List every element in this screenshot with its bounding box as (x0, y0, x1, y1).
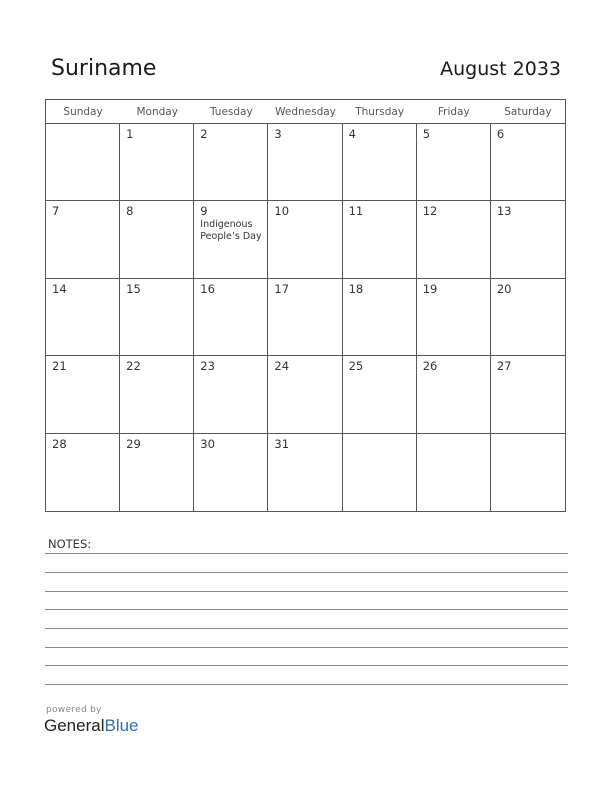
notes-label: NOTES: (48, 537, 92, 551)
day-cell[interactable] (491, 124, 565, 201)
weekday-saturday: Saturday (504, 106, 552, 118)
note-line[interactable] (45, 665, 568, 666)
note-line[interactable] (45, 553, 568, 554)
day-cell[interactable] (46, 279, 120, 356)
month-year-title: August 2033 (440, 58, 561, 80)
day-cell[interactable] (268, 201, 342, 278)
day-number: 28 (52, 436, 67, 451)
day-cell[interactable] (120, 434, 194, 511)
day-cell[interactable] (194, 279, 268, 356)
day-cell[interactable] (491, 279, 565, 356)
day-number: 13 (496, 204, 512, 219)
day-number: 21 (52, 359, 67, 374)
day-number: 31 (274, 436, 290, 451)
day-number: 12 (422, 204, 438, 219)
day-cell[interactable] (120, 356, 194, 433)
day-cell[interactable] (491, 356, 565, 433)
day-number: 8 (126, 204, 134, 219)
day-number: 15 (126, 281, 141, 296)
day-number: 10 (274, 204, 290, 219)
day-number: 30 (200, 436, 215, 451)
day-number: 18 (348, 281, 364, 296)
day-cell[interactable] (46, 124, 120, 201)
weekday-thursday: Thursday (355, 106, 405, 118)
day-number: 14 (52, 281, 67, 296)
weekday-wednesday: Wednesday (275, 106, 336, 118)
day-number: 25 (348, 359, 364, 374)
day-cell[interactable] (343, 356, 417, 433)
day-cell[interactable] (343, 279, 417, 356)
country-title: Suriname (51, 56, 157, 81)
day-cell[interactable] (120, 201, 194, 278)
day-cell[interactable] (417, 124, 491, 201)
day-cell[interactable] (343, 201, 417, 278)
day-cell[interactable] (268, 434, 342, 511)
weekday-header-row (46, 100, 565, 124)
day-number: 11 (348, 204, 364, 219)
day-number: 26 (422, 359, 438, 374)
day-number: 20 (496, 281, 512, 296)
day-cell[interactable] (417, 201, 491, 278)
day-number: 29 (126, 436, 141, 451)
holiday-label: Indigenous People’s Day (200, 219, 262, 243)
day-number: 4 (348, 127, 356, 141)
brand-general: General (44, 716, 105, 735)
powered-by-text: powered by (46, 705, 102, 715)
day-number: 16 (200, 281, 215, 296)
day-cell[interactable] (46, 201, 120, 278)
day-cell[interactable] (417, 356, 491, 433)
day-cell[interactable] (343, 434, 417, 511)
day-number: 9 (200, 204, 208, 219)
day-cell[interactable] (268, 124, 342, 201)
day-cell[interactable] (120, 279, 194, 356)
generalblue-logo[interactable] (44, 716, 139, 736)
day-cell[interactable] (417, 434, 491, 511)
day-cell[interactable] (194, 434, 268, 511)
day-cell[interactable] (194, 124, 268, 201)
calendar-weeks (46, 124, 565, 511)
day-cell[interactable] (491, 201, 565, 278)
day-number: 2 (200, 127, 208, 141)
day-number: 19 (422, 281, 438, 296)
day-cell[interactable] (46, 356, 120, 433)
day-cell[interactable] (491, 434, 565, 511)
day-cell[interactable] (343, 124, 417, 201)
note-line[interactable] (45, 628, 568, 629)
note-line[interactable] (45, 572, 568, 573)
note-line[interactable] (45, 684, 568, 685)
day-cell[interactable] (268, 279, 342, 356)
weekday-tuesday: Tuesday (209, 106, 253, 118)
day-number: 22 (126, 359, 141, 374)
day-cell[interactable] (120, 124, 194, 201)
day-number: 6 (496, 127, 505, 141)
note-line[interactable] (45, 647, 568, 648)
day-number: 17 (274, 281, 290, 296)
day-number: 1 (126, 127, 134, 141)
day-cell[interactable] (194, 201, 268, 278)
day-number: 7 (52, 204, 60, 219)
day-cell[interactable] (268, 356, 342, 433)
weekday-monday: Monday (136, 106, 178, 118)
day-cell[interactable] (417, 279, 491, 356)
day-number: 3 (274, 127, 282, 141)
day-number: 5 (422, 127, 431, 141)
day-number: 27 (496, 359, 512, 374)
weekday-sunday: Sunday (63, 106, 103, 118)
day-number: 24 (274, 359, 290, 374)
day-cell[interactable] (46, 434, 120, 511)
note-line[interactable] (45, 591, 568, 592)
calendar-grid (45, 99, 566, 512)
note-line[interactable] (45, 609, 568, 610)
day-cell[interactable] (194, 356, 268, 433)
weekday-friday: Friday (437, 106, 470, 118)
day-number: 23 (200, 359, 215, 374)
brand-blue: Blue (104, 716, 139, 735)
